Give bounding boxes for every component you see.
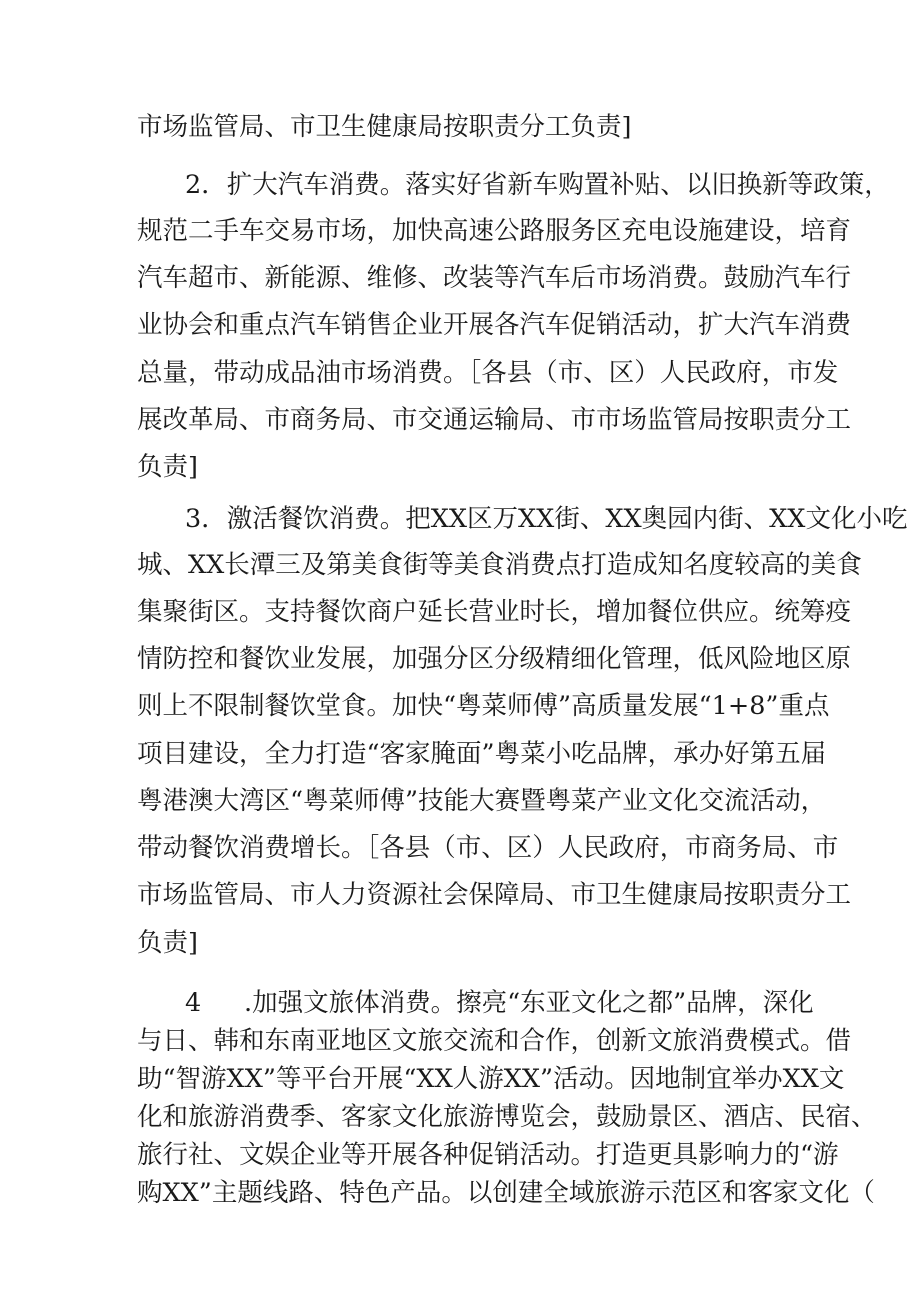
text-line: 总量，带动成品油市场消费。［各县（市、区）人民政府，市发 bbox=[137, 358, 839, 388]
text-line: 旅行社、文娱企业等开展各种促销活动。打造更具影响力的“游 bbox=[137, 1140, 839, 1170]
text-line: 化和旅游消费季、客家文化旅游博览会，鼓励景区、酒店、民宿、 bbox=[137, 1102, 877, 1132]
text-line: 购XX”主题线路、特色产品。以创建全域旅游示范区和客家文化（ bbox=[137, 1178, 875, 1208]
paragraph-2-first-line: 2．扩大汽车消费。落实好省新车购置补贴、以旧换新等政策， bbox=[185, 170, 890, 200]
paragraph-3-first-line: 3．激活餐饮消费。把XX区万XX街、XX奥园内街、XX文化小吃 bbox=[185, 504, 908, 534]
text-line: 带动餐饮消费增长。［各县（市、区）人民政府，市商务局、市 bbox=[137, 833, 839, 863]
text-line: 市场监管局、市人力资源社会保障局、市卫生健康局按职责分工 bbox=[137, 880, 852, 910]
text-line: 规范二手车交易市场，加快高速公路服务区充电设施建设，培育 bbox=[137, 216, 852, 246]
text-line: 城、XX长潭三及第美食街等美食消费点打造成知名度较高的美食 bbox=[137, 550, 862, 580]
paragraph-4-number: 4 bbox=[185, 988, 202, 1018]
text-line: 与日、韩和东南亚地区文旅交流和合作，创新文旅消费模式。借 bbox=[137, 1026, 852, 1056]
text-line: 情防控和餐饮业发展，加强分区分级精细化管理，低风险地区原 bbox=[137, 644, 852, 674]
text-line: 助“智游XX”等平台开展“XX人游XX”活动。因地制宜举办XX文 bbox=[137, 1064, 845, 1094]
text-line: 粤港澳大湾区“粤菜师傅”技能大赛暨粤菜产业文化交流活动， bbox=[137, 786, 827, 816]
text-line: 展改革局、市商务局、市交通运输局、市市场监管局按职责分工 bbox=[137, 405, 852, 435]
text-line: 汽车超市、新能源、维修、改装等汽车后市场消费。鼓励汽车行 bbox=[137, 263, 852, 293]
text-line: 项目建设，全力打造“客家腌面”粤菜小吃品牌，承办好第五届 bbox=[137, 739, 827, 769]
text-line: 集聚街区。支持餐饮商户延长营业时长，增加餐位供应。统筹疫 bbox=[137, 597, 852, 627]
text-line: 负责] bbox=[137, 452, 198, 482]
text-line: 负责] bbox=[137, 928, 198, 958]
text-line: 业协会和重点汽车销售企业开展各汽车促销活动，扩大汽车消费 bbox=[137, 310, 852, 340]
text-line: 市场监管局、市卫生健康局按职责分工负责] bbox=[137, 112, 632, 142]
paragraph-4-first-line: .加强文旅体消费。擦亮“东亚文化之都”品牌，深化 bbox=[244, 988, 814, 1018]
text-line: 则上不限制餐饮堂食。加快“粤菜师傅”高质量发展“1+8”重点 bbox=[137, 691, 830, 721]
